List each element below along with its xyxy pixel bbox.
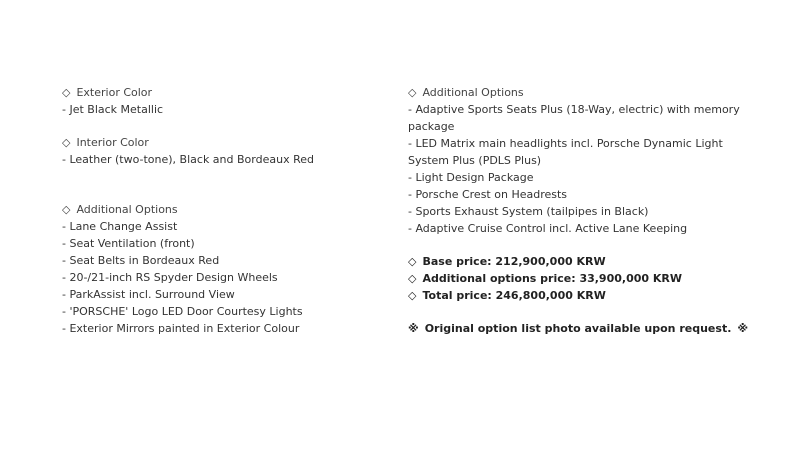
left-column (62, 84, 382, 337)
exterior-color-heading (62, 84, 382, 101)
diamond-outline-icon: ◇ (408, 289, 417, 302)
total-price (408, 287, 753, 304)
diamond-outline-icon: ◇ (62, 136, 71, 149)
option-item: - Exterior Mirrors painted in Exterior Colour (62, 322, 300, 335)
diamond-outline-icon: ◇ (408, 255, 417, 268)
left-options-title: Additional Options (76, 203, 178, 216)
option-item: - Adaptive Cruise Control incl. Active Lane Keeping (408, 222, 688, 235)
base-price (408, 253, 753, 270)
diamond-outline-icon: ◇ (408, 272, 417, 285)
diamond-outline-icon: ◇ (408, 86, 417, 99)
option-item: - Lane Change Assist (62, 220, 178, 233)
interior-color-heading (62, 134, 382, 151)
option-item: - Porsche Crest on Headrests (408, 188, 568, 201)
left-options-heading (62, 201, 382, 218)
option-item: - 'PORSCHE' Logo LED Door Courtesy Lights (62, 305, 303, 318)
option-item: - Seat Ventilation (front) (62, 237, 195, 250)
photo-request-note (408, 320, 753, 337)
photo-request-text: Original option list photo available upon request. (424, 322, 732, 335)
right-options-title: Additional Options (422, 86, 524, 99)
option-item: - Light Design Package (408, 171, 534, 184)
base-price-text: Base price: 212,900,000 KRW (422, 255, 606, 268)
diamond-outline-icon: ◇ (62, 86, 71, 99)
option-item: - ParkAssist incl. Surround View (62, 288, 235, 301)
additional-options-price-text: Additional options price: 33,900,000 KRW (422, 272, 682, 285)
option-item: - Sports Exhaust System (tailpipes in Black) (408, 205, 649, 218)
option-item: - LED Matrix main headlights incl. Porsche Dynamic Light System Plus (PDLS Plus) (408, 137, 723, 167)
reference-mark-icon: ※ (408, 322, 419, 335)
option-item: - Seat Belts in Bordeaux Red (62, 254, 220, 267)
option-item: - 20-/21-inch RS Spyder Design Wheels (62, 271, 278, 284)
right-column (408, 84, 753, 337)
exterior-color-value: - Jet Black Metallic (62, 103, 164, 116)
reference-mark-icon: ※ (737, 322, 749, 335)
interior-color-title: Interior Color (76, 136, 149, 149)
additional-options-price (408, 270, 753, 287)
exterior-color-title: Exterior Color (76, 86, 153, 99)
right-options-heading (408, 84, 753, 101)
total-price-text: Total price: 246,800,000 KRW (422, 289, 606, 302)
diamond-outline-icon: ◇ (62, 203, 71, 216)
option-item: - Adaptive Sports Seats Plus (18-Way, electric) with memory package (408, 103, 740, 133)
interior-color-value: - Leather (two-tone), Black and Bordeaux Red (62, 153, 314, 166)
